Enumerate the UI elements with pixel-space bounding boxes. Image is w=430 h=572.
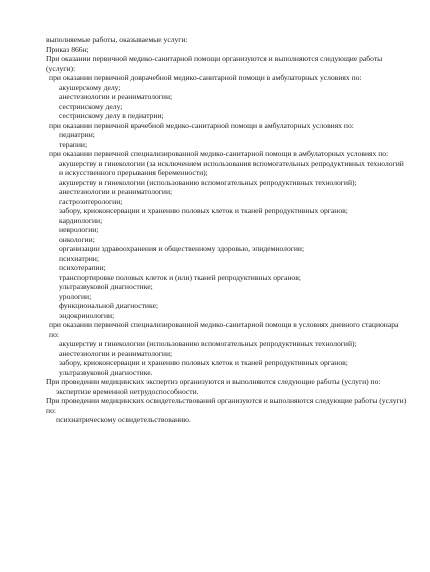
list-item: терапии; <box>59 139 88 149</box>
text-line: При проведении медицинских освидетельствований организуются и выполняются следующие работы (услуги) по: <box>46 396 407 415</box>
list-item: урологии; <box>59 291 92 301</box>
list-item: сестринскому делу в педиатрии; <box>59 111 164 120</box>
list-item: онкологии; <box>59 234 95 244</box>
list-item: психиатрическому освидетельствованию. <box>56 415 191 424</box>
list-item: экспертизе временной нетрудоспособности. <box>56 386 199 396</box>
text-line: Приказ 866н; <box>46 44 89 54</box>
list-item: акушерскому делу; <box>59 82 121 92</box>
list-item: забору, криоконсервации и хранению половых клеток и тканей репродуктивных органов; <box>59 358 348 367</box>
list-item: кардиологии; <box>59 215 103 225</box>
list-item: сестринскому делу; <box>59 101 123 111</box>
text-line: выполняемые работы, оказываемые услуги: <box>46 35 188 44</box>
list-item: эндокринологии; <box>59 310 115 320</box>
list-item: гастроэнтерологии; <box>59 196 123 206</box>
list-item: акушерству и гинекологии (использованию вспомогательных репродуктивных технологий); <box>59 177 357 187</box>
list-item: неврологии; <box>59 225 99 234</box>
list-item: психиатрии; <box>59 253 99 263</box>
list-item: педиатрии; <box>59 130 95 139</box>
list-item: ультразвуковой диагностике. <box>59 367 153 377</box>
text-line: При оказании первичной медико-санитарной помощи организуются и выполняются следующие работы (услуги): <box>46 54 383 73</box>
list-item: анестезиологии и реаниматологии; <box>59 92 173 101</box>
text-line: при оказании первичной специализированной медико-санитарной помощи в амбулаторных условиях по: <box>49 149 389 158</box>
text-line: при оказании первичной специализированной медико-санитарной помощи в условиях дневного стационара по: <box>49 320 399 339</box>
list-item: психотерапии; <box>59 263 106 272</box>
list-item: забору, криоконсервации и хранению половых клеток и тканей репродуктивных органов; <box>59 206 348 215</box>
list-item: ультразвуковой диагностике; <box>59 282 153 291</box>
list-item: акушерству и гинекологии (использованию вспомогательных репродуктивных технологий); <box>59 339 357 348</box>
list-item: анестезиологии и реаниматологии; <box>59 187 173 196</box>
list-item: акушерству и гинекологии (за исключением использования вспомогательных репродуктивных технологий и искусственного прерывания беременности); <box>59 158 404 177</box>
text-line: при оказании первичной доврачебной медико-санитарной помощи в амбулаторных условиях по: <box>49 73 362 82</box>
text-line: при оказании первичной врачебной медико-санитарной помощи в амбулаторных условиях по: <box>49 120 354 130</box>
list-item: транспортировке половых клеток и (или) тканей репродуктивных органов; <box>59 272 301 282</box>
text-line: При проведении медицинских экспертиз организуются и выполняются следующие работы (услуги) по: <box>46 377 381 386</box>
list-item: анестезиологии и реаниматологии; <box>59 348 173 358</box>
list-item: организации здравоохранения и общественному здоровью, эпидемиологии; <box>59 244 305 253</box>
document-text <box>46 35 408 425</box>
list-item: функциональной диагностике; <box>59 301 158 310</box>
